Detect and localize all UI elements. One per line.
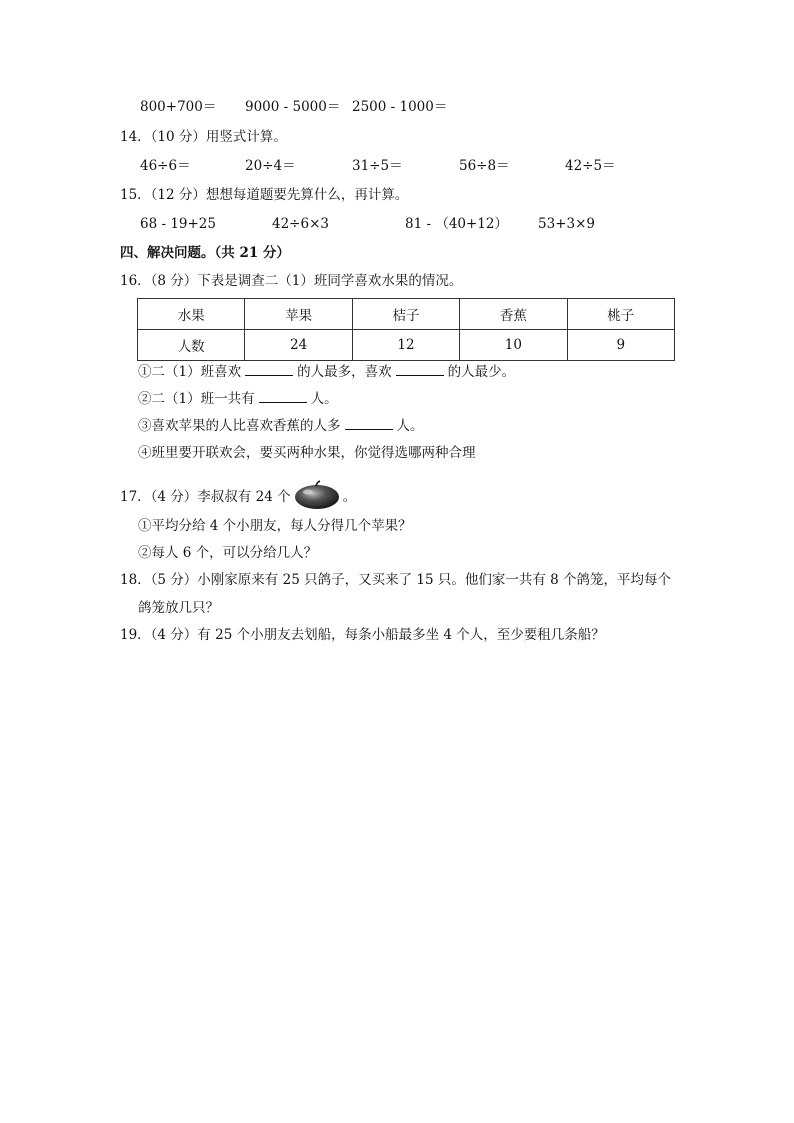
- table-cell: 人数: [138, 330, 245, 361]
- table-row: [138, 330, 675, 361]
- q18-line-1: 18．（5 分）小刚家原来有 25 只鸽子，又买来了 15 只。他们家一共有 8 个鸽笼，平均每个: [120, 572, 672, 588]
- q16-sub-4: ④班里要开联欢会，要买两种水果，你觉得选哪两种合理: [138, 445, 476, 461]
- answer-blank[interactable]: [396, 362, 444, 376]
- q16-sub-1: [138, 362, 515, 381]
- table-cell: 香蕉: [460, 299, 567, 330]
- q16-sub-1-text-b: 的人最多，喜欢: [297, 364, 392, 380]
- table-cell: 水果: [138, 299, 245, 330]
- q16-sub-3: [138, 416, 424, 435]
- q16-sub-1-text-a: ①二（1）班喜欢: [138, 364, 242, 380]
- q13-item-1: 800+700＝: [140, 99, 217, 115]
- q14-item-4: 56÷8＝: [459, 158, 510, 174]
- q14-item-5: 42÷5＝: [565, 158, 616, 174]
- fruit-survey-table: [137, 298, 675, 361]
- q16-sub-2-text-a: ②二（1）班一共有: [138, 391, 255, 407]
- table-cell: 桔子: [352, 299, 459, 330]
- q14-item-1: 46÷6＝: [140, 158, 191, 174]
- table-cell: 12: [352, 330, 459, 361]
- q14-item-2: 20÷4＝: [245, 158, 296, 174]
- table-cell: 桃子: [567, 299, 674, 330]
- q17-title-text-a: 17．（4 分）李叔叔有 24 个: [120, 489, 291, 505]
- q14-item-3: 31÷5＝: [352, 158, 403, 174]
- q15-title: 15．（12 分）想想每道题要先算什么，再计算。: [120, 187, 409, 203]
- answer-blank[interactable]: [259, 389, 307, 403]
- q17-sub-1: ①平均分给 4 个小朋友，每人分得几个苹果？: [138, 518, 412, 534]
- q15-item-2: 42÷6×3: [272, 216, 329, 232]
- q17-sub-2: ②每人 6 个，可以分给几人？: [138, 545, 318, 561]
- q19-text: 19．（4 分）有 25 个小朋友去划船，每条小船最多坐 4 个人，至少要租几条船？: [120, 627, 605, 643]
- apple-icon: [293, 480, 341, 515]
- section-4-heading: 四、解决问题。（共 21 分）: [120, 245, 290, 261]
- q18-line-2: 鸽笼放几只？: [138, 600, 219, 616]
- q15-item-1: 68 - 19+25: [140, 216, 216, 232]
- q15-item-4: 53+3×9: [538, 216, 595, 232]
- table-cell: 24: [245, 330, 352, 361]
- table-header-row: [138, 299, 675, 330]
- table-cell: 9: [567, 330, 674, 361]
- q16-sub-3-text-a: ③喜欢苹果的人比喜欢香蕉的人多: [138, 418, 341, 434]
- q16-sub-2-text-b: 人。: [310, 391, 338, 407]
- table-cell: 10: [460, 330, 567, 361]
- q17-title-text-b: 。: [342, 489, 357, 505]
- q16-sub-1-text-c: 的人最少。: [447, 364, 516, 380]
- q16-title: 16．（8 分）下表是调查二（1）班同学喜欢水果的情况。: [120, 273, 463, 289]
- q14-title: 14．（10 分）用竖式计算。: [120, 129, 287, 145]
- q16-sub-3-text-b: 人。: [396, 418, 424, 434]
- table-cell: 苹果: [245, 299, 352, 330]
- q16-sub-2: [138, 389, 338, 408]
- q13-item-3: 2500 - 1000＝: [352, 99, 448, 115]
- q15-item-3: 81 - （40+12）: [405, 216, 508, 232]
- q13-item-2: 9000 - 5000＝: [245, 99, 341, 115]
- answer-blank[interactable]: [245, 362, 293, 376]
- answer-blank[interactable]: [345, 416, 393, 430]
- q17-title: [120, 480, 356, 515]
